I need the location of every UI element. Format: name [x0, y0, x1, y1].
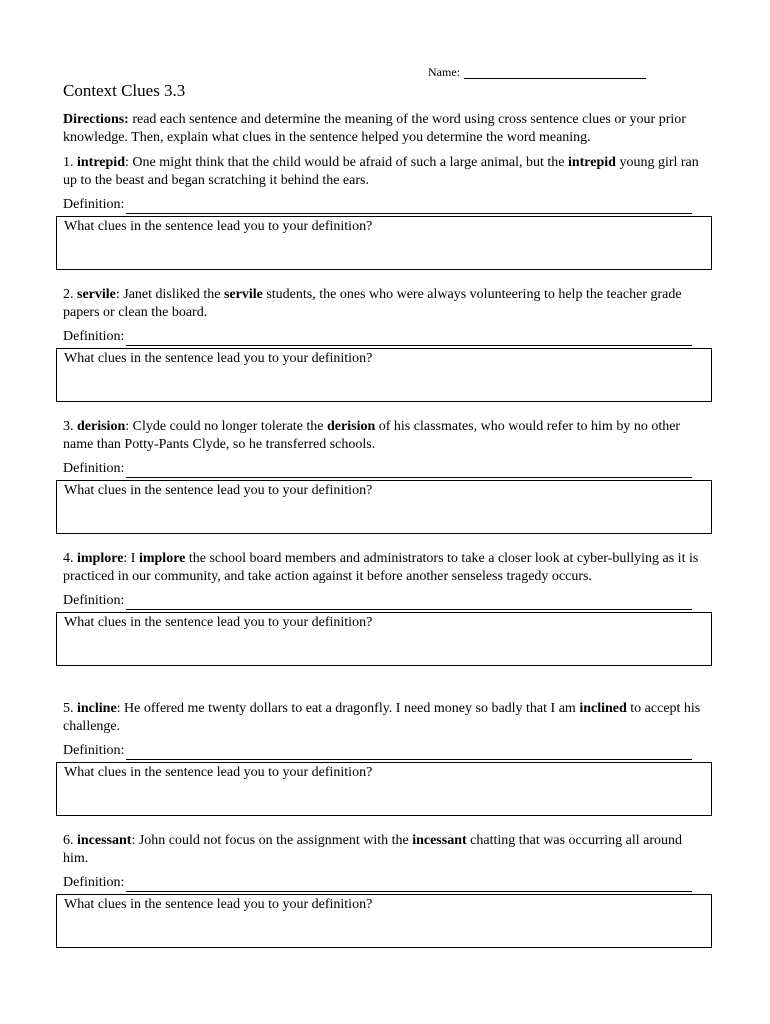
vocab-word-in-context: derision — [327, 419, 376, 434]
clue-prompt: What clues in the sentence lead you to your definition? — [64, 351, 373, 366]
vocab-word-in-context: intrepid — [567, 155, 616, 170]
clue-prompt: What clues in the sentence lead you to your definition? — [64, 483, 373, 498]
question-sentence: 2. servile: Janet disliked the servile students, the ones who were always volunteering to help the teacher grade papers or clean the board. — [63, 287, 682, 320]
clue-prompt: What clues in the sentence lead you to your definition? — [64, 219, 373, 234]
definition-label: Definition: — [63, 461, 125, 476]
vocab-word: incline — [77, 701, 117, 716]
vocab-word-in-context: implore — [138, 551, 186, 566]
question-item-5 — [63, 700, 715, 816]
vocab-word: derision — [77, 419, 126, 434]
vocab-word: incessant — [77, 833, 132, 848]
clue-prompt: What clues in the sentence lead you to your definition? — [64, 897, 373, 912]
name-label: Name: — [428, 65, 460, 79]
vocab-word-in-context: servile — [223, 287, 263, 302]
question-item-1 — [63, 154, 715, 270]
clue-answer-box[interactable] — [56, 762, 712, 816]
clue-prompt: What clues in the sentence lead you to your definition? — [64, 765, 373, 780]
question-item-2 — [63, 286, 715, 402]
vocab-word-in-context: inclined — [579, 701, 627, 716]
definition-blank[interactable] — [126, 745, 692, 760]
question-sentence: 1. intrepid: One might think that the child would be afraid of such a large animal, but the intrepid young girl ran up to the beast and began scratching it behind the ears. — [63, 155, 699, 188]
question-sentence: 4. implore: I implore the school board members and administrators to take a closer look at cyber-bullying as it is practiced in our community, and take action against it before another senseless tragedy occurs. — [63, 551, 699, 584]
definition-label: Definition: — [63, 329, 125, 344]
name-field[interactable] — [428, 65, 646, 79]
definition-label: Definition: — [63, 197, 125, 212]
name-blank[interactable] — [464, 66, 646, 79]
clue-prompt: What clues in the sentence lead you to your definition? — [64, 615, 373, 630]
definition-label: Definition: — [63, 593, 125, 608]
definition-blank[interactable] — [126, 877, 692, 892]
clue-answer-box[interactable] — [56, 216, 712, 270]
vocab-word-in-context: incessant — [412, 833, 467, 848]
definition-row — [63, 742, 715, 760]
definition-row — [63, 460, 715, 478]
definition-blank[interactable] — [126, 331, 692, 346]
question-sentence: 5. incline: He offered me twenty dollars to eat a dragonfly. I need money so badly that I am inclined to accept his challenge. — [63, 701, 701, 734]
definition-blank[interactable] — [126, 463, 692, 478]
definition-row — [63, 328, 715, 346]
clue-answer-box[interactable] — [56, 612, 712, 666]
directions-label: Directions: — [63, 112, 129, 127]
question-item-3 — [63, 418, 715, 534]
question-item-6 — [63, 832, 715, 948]
clue-answer-box[interactable] — [56, 480, 712, 534]
question-sentence: 6. incessant: John could not focus on the assignment with the incessant chatting that was occurring all around him. — [63, 833, 683, 866]
definition-row — [63, 874, 715, 892]
vocab-word: intrepid — [77, 155, 125, 170]
vocab-word: servile — [77, 287, 116, 302]
definition-blank[interactable] — [126, 199, 692, 214]
directions — [63, 111, 713, 147]
question-sentence: 3. derision: Clyde could no longer tolerate the derision of his classmates, who would refer to him by no other name than Potty-Pants Clyde, so he transferred schools. — [63, 419, 681, 452]
definition-label: Definition: — [63, 875, 125, 890]
question-item-4 — [63, 550, 715, 666]
directions-text: read each sentence and determine the meaning of the word using cross sentence clues or your prior knowledge. Then, explain what clues in the sentence helped you determine the word meaning. — [63, 112, 686, 145]
definition-label: Definition: — [63, 743, 125, 758]
definition-blank[interactable] — [126, 595, 692, 610]
definition-row — [63, 196, 715, 214]
clue-answer-box[interactable] — [56, 348, 712, 402]
clue-answer-box[interactable] — [56, 894, 712, 948]
definition-row — [63, 592, 715, 610]
page-title: Context Clues 3.3 — [63, 81, 186, 100]
vocab-word: implore — [77, 551, 124, 566]
